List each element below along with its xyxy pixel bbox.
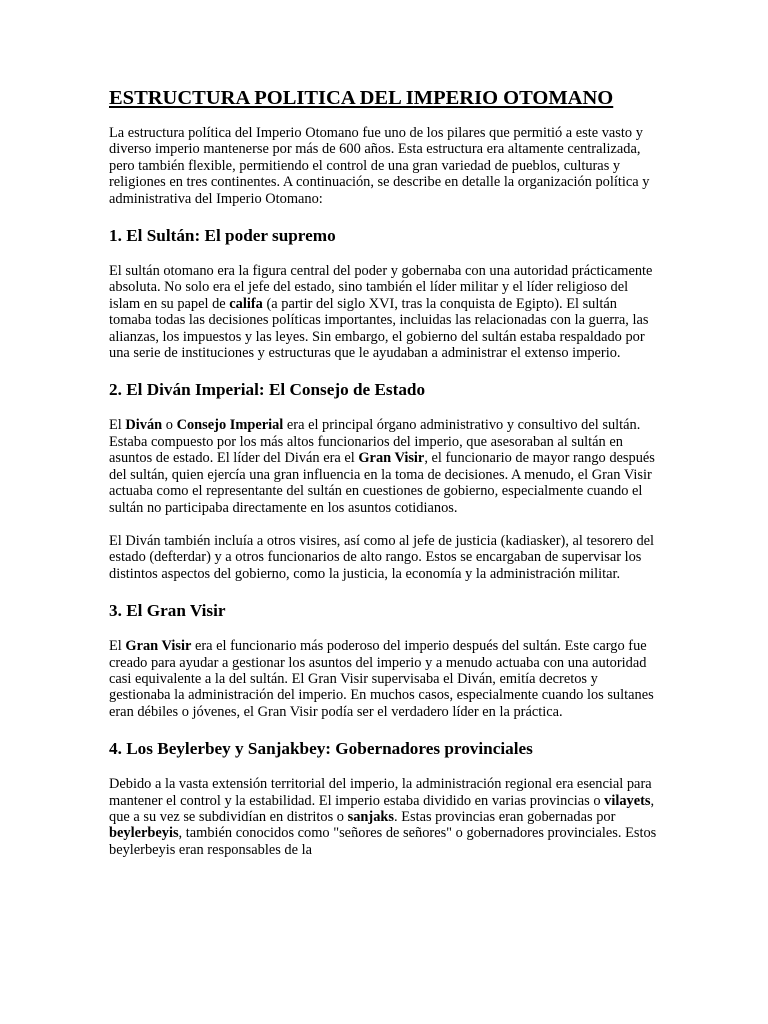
section-heading-gobernadores: 4. Los Beylerbey y Sanjakbey: Gobernadores provinciales bbox=[109, 739, 533, 759]
section-heading-divan: 2. El Diván Imperial: El Consejo de Estado bbox=[109, 380, 426, 400]
intro-paragraph: La estructura política del Imperio Otomano fue uno de los pilares que permitió a este vasto y diverso imperio mantenerse por más de 600 años. Esta estructura era altamente centralizada, pero también flexible, permitiendo el control de una gran variedad de pueblos, culturas y religiones en tres continentes. A continuación, se describe en detalle la organización política y administrativa del Imperio Otomano: bbox=[109, 125, 650, 207]
paragraph-gran-visir bbox=[109, 638, 660, 720]
text-run: era el principal órgano administrativo y consultivo del sultán. Estaba compuesto por los más altos funcionarios del imperio, que asesoraban al sultán en asuntos de estado. El líder del Diván era el bbox=[109, 417, 641, 467]
bold-term-gran-visir: Gran Visir bbox=[125, 638, 192, 655]
bold-term-vilayets: vilayets bbox=[604, 792, 651, 809]
document-page bbox=[109, 86, 660, 858]
bold-term-gran-visir: Gran Visir bbox=[358, 450, 425, 467]
text-run: El bbox=[109, 638, 126, 655]
section-heading-gran-visir: 3. El Gran Visir bbox=[109, 601, 226, 621]
bold-term-consejo-imperial: Consejo Imperial bbox=[176, 417, 284, 434]
text-run: , que a su vez se subdividían en distritos o bbox=[109, 792, 655, 825]
paragraph-gobernadores bbox=[109, 776, 660, 858]
paragraph-sultan bbox=[109, 263, 660, 361]
paragraph-divan-2: El Diván también incluía a otros visires, así como al jefe de justicia (kadiasker), al tesorero del estado (defterdar) y a otros funcionarios de alto rango. Estos se encargaban de supervisar los distintos aspectos del gobierno, como la justicia, la economía y la administración militar. bbox=[109, 532, 655, 582]
bold-term-divan: Diván bbox=[125, 417, 163, 434]
bold-term-sanjaks: sanjaks bbox=[347, 808, 394, 825]
text-run: El bbox=[109, 417, 126, 434]
bold-term-califa: califa bbox=[229, 295, 263, 312]
text-run: , también conocidos como "señores de señores" o gobernadores provinciales. Estos beylerbeyis eran responsables de la bbox=[109, 825, 657, 858]
text-run: Debido a la vasta extensión territorial del imperio, la administración regional era esencial para mantener el control y la estabilidad. El imperio estaba dividido en varias provincias o bbox=[109, 776, 652, 809]
text-run: (a partir del siglo XVI, tras la conquista de Egipto). El sultán tomaba todas las decisiones políticas importantes, incluidas las relacionadas con la guerra, las alianzas, los impuestos y las leyes. Sin embargo, el gobierno del sultán estaba respaldado por una serie de instituciones y estructuras que le ayudaban a administrar el extenso imperio. bbox=[109, 295, 649, 362]
paragraph-divan-1 bbox=[109, 417, 660, 515]
text-run: era el funcionario más poderoso del imperio después del sultán. Este cargo fue creado para ayudar a gestionar los asuntos del imperio y a menudo actuaba con una autoridad casi equivalente a la del sultán. El Gran Visir supervisaba el Diván, emitía decretos y gestionaba la administración del imperio. En muchos casos, especialmente cuando los sultanes eran débiles o jóvenes, el Gran Visir podía ser el verdadero líder en la práctica. bbox=[109, 638, 654, 720]
bold-term-beylerbeyis: beylerbeyis bbox=[109, 825, 179, 842]
document-title: ESTRUCTURA POLITICA DEL IMPERIO OTOMANO bbox=[109, 87, 614, 109]
text-run: o bbox=[162, 417, 177, 434]
text-run: , el funcionario de mayor rango después del sultán, quien ejercía una gran influencia en la toma de decisiones. A menudo, el Gran Visir actuaba como el representante del sultán en cuestiones de gobierno, especialmente cuando el sultán no participaba directamente en los asuntos cotidianos. bbox=[109, 450, 655, 516]
text-run: . Estas provincias eran gobernadas por bbox=[394, 808, 616, 825]
section-heading-sultan: 1. El Sultán: El poder supremo bbox=[109, 226, 336, 246]
text-run: El sultán otomano era la figura central del poder y gobernaba con una autoridad prácticamente absoluta. No solo era el jefe del estado, sino también el líder militar y el líder religioso del islam en su papel de bbox=[109, 263, 653, 312]
